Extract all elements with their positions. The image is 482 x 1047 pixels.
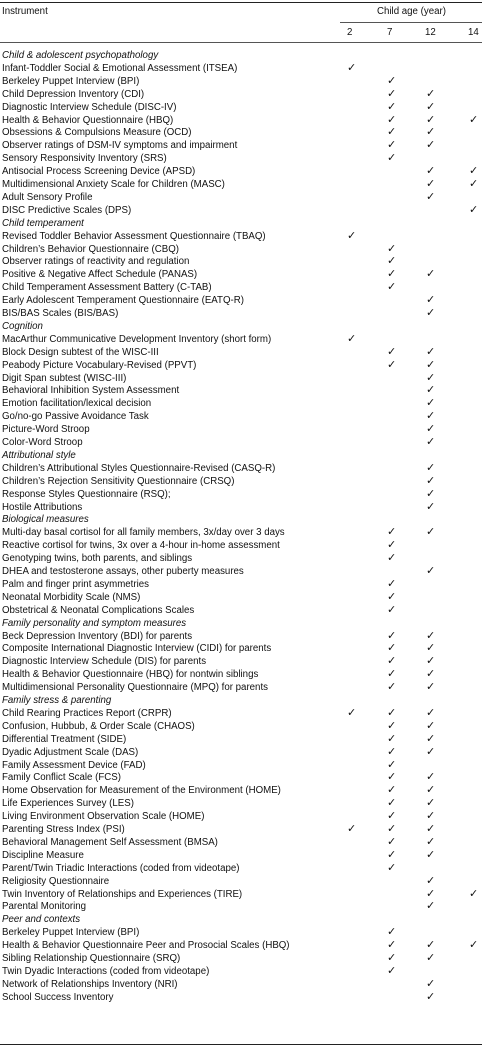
section-header — [0, 320, 482, 333]
check-icon: ✓ — [387, 538, 397, 552]
check-icon: ✓ — [426, 873, 436, 887]
table-row — [0, 952, 482, 965]
table-row — [0, 281, 482, 294]
check-icon: ✓ — [469, 177, 479, 190]
instrument-label: Diagnostic Interview Schedule (DIS) for parents — [2, 656, 207, 668]
header-age-2: 2 — [347, 27, 353, 38]
check-icon: ✓ — [387, 280, 397, 294]
instrument-label: Multidimensional Personality Questionnaire (MPQ) for parents — [2, 682, 268, 694]
instrument-label: Discipline Measure — [2, 849, 84, 861]
check-icon: ✓ — [426, 809, 436, 823]
check-icon: ✓ — [426, 783, 436, 797]
instrument-label: Sibling Relationship Questionnaire (SRQ) — [2, 953, 181, 964]
check-icon: ✓ — [426, 435, 436, 448]
check-icon: ✓ — [387, 73, 397, 87]
header-child-age: Child age (year) — [377, 6, 446, 17]
section-header — [0, 694, 482, 707]
check-icon: ✓ — [387, 834, 397, 848]
check-icon: ✓ — [387, 809, 397, 823]
instrument-label: Infant-Toddler Social & Emotional Assessment (ITSEA) — [2, 62, 238, 74]
check-icon: ✓ — [426, 976, 436, 990]
check-icon: ✓ — [426, 847, 436, 861]
instrument-label: Positive & Negative Affect Schedule (PANAS) — [2, 269, 198, 281]
instrument-label: Behavioral Inhibition System Assessment — [2, 385, 180, 397]
instrument-label: Parent/Twin Triadic Interactions (coded from videotape) — [2, 862, 240, 874]
instrument-label: Behavioral Management Self Assessment (BMSA) — [2, 836, 218, 848]
check-icon: ✓ — [387, 357, 397, 371]
table-row — [0, 436, 482, 449]
table-row — [0, 759, 482, 772]
check-icon: ✓ — [426, 125, 436, 139]
top-rule — [0, 2, 482, 3]
instrument-label: Health & Behavior Questionnaire Peer and Prosocial Scales (HBQ) — [2, 940, 290, 952]
table-row — [0, 965, 482, 978]
check-icon: ✓ — [426, 770, 436, 784]
table-row — [0, 372, 482, 385]
instrument-label: Go/no-go Passive Avoidance Task — [2, 411, 149, 423]
check-icon: ✓ — [426, 138, 436, 152]
instrument-label: Reactive cortisol for twins, 3x over a 4-hour in-home assessment — [2, 540, 280, 552]
table-row — [0, 939, 482, 952]
check-icon: ✓ — [426, 641, 436, 655]
table-row — [0, 604, 482, 617]
section-label: Family stress & parenting — [2, 695, 112, 706]
check-icon: ✓ — [387, 125, 397, 139]
instrument-label: MacArthur Communicative Development Inventory (short form) — [2, 333, 272, 345]
table-row — [0, 501, 482, 514]
instrument-label: Antisocial Process Screening Device (APSD) — [2, 166, 196, 178]
check-icon: ✓ — [387, 112, 397, 126]
table-row — [0, 62, 482, 75]
table-row — [0, 88, 482, 101]
check-icon: ✓ — [426, 177, 436, 190]
instrument-label: BIS/BAS Scales (BIS/BAS) — [2, 308, 119, 319]
check-icon: ✓ — [387, 925, 397, 939]
section-header — [0, 913, 482, 926]
check-icon: ✓ — [347, 228, 357, 242]
check-icon: ✓ — [426, 899, 436, 913]
check-icon: ✓ — [426, 628, 436, 642]
table-row — [0, 565, 482, 578]
check-icon: ✓ — [426, 344, 436, 358]
check-icon: ✓ — [426, 422, 436, 436]
instrument-label: Obsessions & Compulsions Measure (OCD) — [2, 127, 192, 139]
table-row — [0, 578, 482, 591]
table-row — [0, 823, 482, 836]
instrument-label: Family Assessment Device (FAD) — [2, 759, 146, 771]
header-age-7: 7 — [387, 27, 393, 38]
check-icon: ✓ — [387, 99, 397, 113]
check-icon: ✓ — [426, 796, 436, 810]
table-row — [0, 294, 482, 307]
check-icon: ✓ — [426, 705, 436, 719]
check-icon: ✓ — [387, 860, 397, 874]
instrument-label: Children’s Rejection Sensitivity Questionnaire (CRSQ) — [2, 475, 235, 487]
section-header — [0, 513, 482, 526]
section-header — [0, 217, 482, 230]
header-age-14: 14 — [468, 27, 479, 38]
header-rule — [0, 42, 482, 43]
instrument-label: Obstetrical & Neonatal Complications Scales — [2, 604, 195, 616]
instrument-label: Diagnostic Interview Schedule (DISC-IV) — [2, 101, 177, 113]
instrument-label: Health & Behavior Questionnaire (HBQ) for nontwin siblings — [2, 669, 259, 681]
check-icon: ✓ — [426, 486, 436, 500]
check-icon: ✓ — [469, 886, 479, 900]
check-icon: ✓ — [426, 951, 436, 964]
check-icon: ✓ — [387, 602, 397, 616]
table-row — [0, 178, 482, 191]
check-icon: ✓ — [426, 731, 436, 745]
check-icon: ✓ — [469, 938, 479, 952]
instrument-label: Children’s Behavior Questionnaire (CBQ) — [2, 243, 179, 255]
table-row — [0, 681, 482, 694]
instrument-label: Early Adolescent Temperament Questionnaire (EATQ-R) — [2, 295, 244, 307]
check-icon: ✓ — [387, 267, 397, 281]
instrument-label: Adult Sensory Profile — [2, 191, 93, 203]
check-icon: ✓ — [387, 138, 397, 152]
check-icon: ✓ — [387, 938, 397, 952]
table-row — [0, 797, 482, 810]
instrument-label: Berkeley Puppet Interview (BPI) — [2, 75, 140, 87]
instrument-label: Berkeley Puppet Interview (BPI) — [2, 927, 140, 939]
table-row — [0, 101, 482, 114]
table-row — [0, 243, 482, 256]
check-icon: ✓ — [387, 731, 397, 745]
check-icon: ✓ — [426, 834, 436, 848]
table-row — [0, 900, 482, 913]
instrument-label: Block Design subtest of the WISC-III — [2, 346, 159, 358]
check-icon: ✓ — [387, 963, 397, 977]
table-row — [0, 746, 482, 759]
table-row — [0, 642, 482, 655]
table-row — [0, 926, 482, 939]
table-row — [0, 75, 482, 88]
check-icon: ✓ — [469, 202, 479, 216]
check-icon: ✓ — [426, 409, 436, 423]
instrument-label: Hostile Attributions — [2, 501, 83, 513]
instrument-label: Living Environment Observation Scale (HOME) — [2, 811, 205, 823]
section-header — [0, 617, 482, 630]
instrument-label: Religiosity Questionnaire — [2, 875, 110, 887]
check-icon: ✓ — [426, 86, 436, 100]
check-icon: ✓ — [426, 473, 436, 487]
check-icon: ✓ — [426, 499, 436, 513]
instrument-label: Home Observation for Measurement of the Environment (HOME) — [2, 785, 281, 797]
table-row — [0, 849, 482, 862]
table-row — [0, 204, 482, 217]
check-icon: ✓ — [387, 86, 397, 100]
check-icon: ✓ — [469, 164, 479, 178]
table-row — [0, 126, 482, 139]
instrument-label: Observer ratings of reactivity and regulation — [2, 256, 190, 268]
instrument-label: Health & Behavior Questionnaire (HBQ) — [2, 114, 174, 126]
table-row — [0, 810, 482, 823]
instrument-label: Life Experiences Survey (LES) — [2, 798, 134, 810]
check-icon: ✓ — [387, 254, 397, 268]
check-icon: ✓ — [387, 822, 397, 835]
check-icon: ✓ — [426, 667, 436, 681]
instrument-label: Child Temperament Assessment Battery (C-TAB) — [2, 282, 212, 294]
table-row — [0, 475, 482, 488]
check-icon: ✓ — [426, 680, 436, 694]
check-icon: ✓ — [387, 783, 397, 797]
check-icon: ✓ — [387, 847, 397, 861]
check-icon: ✓ — [426, 460, 436, 474]
instrument-label: Emotion facilitation/lexical decision — [2, 398, 152, 410]
table-row — [0, 114, 482, 127]
section-label: Family personality and symptom measures — [2, 617, 187, 629]
check-icon: ✓ — [426, 99, 436, 113]
check-icon: ✓ — [387, 151, 397, 165]
check-icon: ✓ — [387, 525, 397, 539]
check-icon: ✓ — [426, 886, 436, 900]
instrument-label: Picture-Word Stroop — [2, 424, 90, 436]
table-row — [0, 526, 482, 539]
instrument-label: Differential Treatment (SIDE) — [2, 733, 127, 745]
check-icon: ✓ — [469, 112, 479, 126]
check-icon: ✓ — [426, 357, 436, 371]
instrument-label: DHEA and testosterone assays, other puberty measures — [2, 566, 244, 577]
table-row — [0, 268, 482, 281]
check-icon: ✓ — [426, 306, 436, 319]
check-icon: ✓ — [387, 551, 397, 565]
check-icon: ✓ — [387, 951, 397, 964]
check-icon: ✓ — [387, 641, 397, 655]
check-icon: ✓ — [426, 189, 436, 203]
table-row — [0, 152, 482, 165]
instrument-label: Revised Toddler Behavior Assessment Questionnaire (TBAQ) — [2, 230, 266, 242]
check-icon: ✓ — [387, 770, 397, 784]
instrument-label: Response Styles Questionnaire (RSQ); — [2, 488, 171, 500]
instrument-label: Parenting Stress Index (PSI) — [2, 824, 125, 835]
check-icon: ✓ — [426, 293, 436, 307]
check-icon: ✓ — [387, 796, 397, 810]
instrument-label: Multidimensional Anxiety Scale for Children (MASC) — [2, 179, 225, 190]
table-row — [0, 784, 482, 797]
table-row — [0, 655, 482, 668]
header-instrument: Instrument — [2, 6, 48, 17]
instrument-label: Beck Depression Inventory (BDI) for parents — [2, 630, 193, 642]
check-icon: ✓ — [426, 718, 436, 732]
check-icon: ✓ — [426, 164, 436, 178]
check-icon: ✓ — [347, 822, 357, 835]
table-row — [0, 255, 482, 268]
instrument-label: Family Conflict Scale (FCS) — [2, 772, 121, 784]
instrument-label: Dyadic Adjustment Scale (DAS) — [2, 746, 139, 758]
age-rule — [340, 22, 482, 23]
instrument-label: Confusion, Hubbub, & Order Scale (CHAOS) — [2, 720, 195, 732]
instrument-label: Peabody Picture Vocabulary-Revised (PPVT) — [2, 359, 197, 371]
check-icon: ✓ — [387, 344, 397, 358]
check-icon: ✓ — [387, 654, 397, 668]
check-icon: ✓ — [426, 112, 436, 126]
table-row — [0, 410, 482, 423]
instrument-label: Sensory Responsivity Inventory (SRS) — [2, 153, 167, 165]
instrument-label: Multi-day basal cortisol for all family members, 3x/day over 3 days — [2, 527, 285, 539]
section-header — [0, 449, 482, 462]
table-row — [0, 707, 482, 720]
check-icon: ✓ — [347, 60, 357, 74]
table-row — [0, 346, 482, 359]
table-row — [0, 191, 482, 204]
check-icon: ✓ — [387, 705, 397, 719]
instrument-label: Network of Relationships Inventory (NRI) — [2, 978, 178, 990]
section-label: Cognition — [2, 320, 43, 332]
table-row — [0, 875, 482, 888]
instrument-label: Parental Monitoring — [2, 901, 87, 913]
table-row — [0, 333, 482, 346]
check-icon: ✓ — [426, 564, 436, 577]
table-row — [0, 488, 482, 501]
check-icon: ✓ — [426, 383, 436, 397]
check-icon: ✓ — [347, 331, 357, 345]
table-row — [0, 397, 482, 410]
check-icon: ✓ — [387, 680, 397, 694]
section-label: Child temperament — [2, 217, 84, 229]
instrument-label: School Success Inventory — [2, 991, 114, 1003]
check-icon: ✓ — [426, 822, 436, 835]
instrument-label: Child Depression Inventory (CDI) — [2, 88, 145, 100]
table-row — [0, 991, 482, 1004]
check-icon: ✓ — [426, 938, 436, 952]
check-icon: ✓ — [387, 241, 397, 255]
instrument-label: Twin Inventory of Relationships and Experiences (TIRE) — [2, 888, 243, 900]
check-icon: ✓ — [347, 705, 357, 719]
table-row — [0, 771, 482, 784]
check-icon: ✓ — [387, 667, 397, 681]
table-row — [0, 836, 482, 849]
instrument-label: DISC Predictive Scales (DPS) — [2, 204, 132, 216]
table-row — [0, 978, 482, 991]
check-icon: ✓ — [426, 267, 436, 281]
table-row — [0, 384, 482, 397]
instrument-label: Color-Word Stroop — [2, 437, 83, 448]
check-icon: ✓ — [387, 718, 397, 732]
header-age-12: 12 — [425, 27, 436, 38]
table-row — [0, 165, 482, 178]
table-row — [0, 630, 482, 643]
table-row — [0, 539, 482, 552]
instrument-label: Palm and finger print asymmetries — [2, 578, 149, 590]
instrument-label: Composite International Diagnostic Interview (CIDI) for parents — [2, 643, 272, 655]
check-icon: ✓ — [387, 757, 397, 771]
table-row — [0, 423, 482, 436]
table-row — [0, 733, 482, 746]
table-row — [0, 720, 482, 733]
section-label: Child & adolescent psychopathology — [2, 50, 159, 61]
section-label: Peer and contexts — [2, 914, 81, 926]
table-row — [0, 230, 482, 243]
section-header — [0, 49, 482, 62]
check-icon: ✓ — [426, 654, 436, 668]
section-label: Biological measures — [2, 514, 89, 526]
table-row — [0, 139, 482, 152]
check-icon: ✓ — [426, 370, 436, 384]
table-row — [0, 591, 482, 604]
table-row — [0, 462, 482, 475]
section-label: Attributional style — [2, 449, 76, 461]
table-row — [0, 359, 482, 372]
check-icon: ✓ — [426, 744, 436, 758]
check-icon: ✓ — [387, 589, 397, 603]
instrument-label: Children’s Attributional Styles Questionnaire-Revised (CASQ-R) — [2, 462, 276, 474]
check-icon: ✓ — [387, 628, 397, 642]
table-row — [0, 307, 482, 320]
check-icon: ✓ — [426, 525, 436, 539]
instrument-label: Child Rearing Practices Report (CRPR) — [2, 707, 172, 719]
instrument-label: Observer ratings of DSM-IV symptoms and impairment — [2, 140, 238, 152]
instrument-label: Twin Dyadic Interactions (coded from videotape) — [2, 965, 210, 977]
bottom-rule — [0, 1044, 482, 1045]
check-icon: ✓ — [387, 744, 397, 758]
check-icon: ✓ — [387, 576, 397, 590]
table-row — [0, 552, 482, 565]
table-row — [0, 888, 482, 901]
table-row — [0, 668, 482, 681]
instrument-label: Neonatal Morbidity Scale (NMS) — [2, 591, 141, 603]
check-icon: ✓ — [426, 396, 436, 410]
check-icon: ✓ — [426, 989, 436, 1003]
instrument-label: Digit Span subtest (WISC-III) — [2, 372, 127, 384]
table-row — [0, 862, 482, 875]
instrument-label: Genotyping twins, both parents, and siblings — [2, 553, 193, 565]
